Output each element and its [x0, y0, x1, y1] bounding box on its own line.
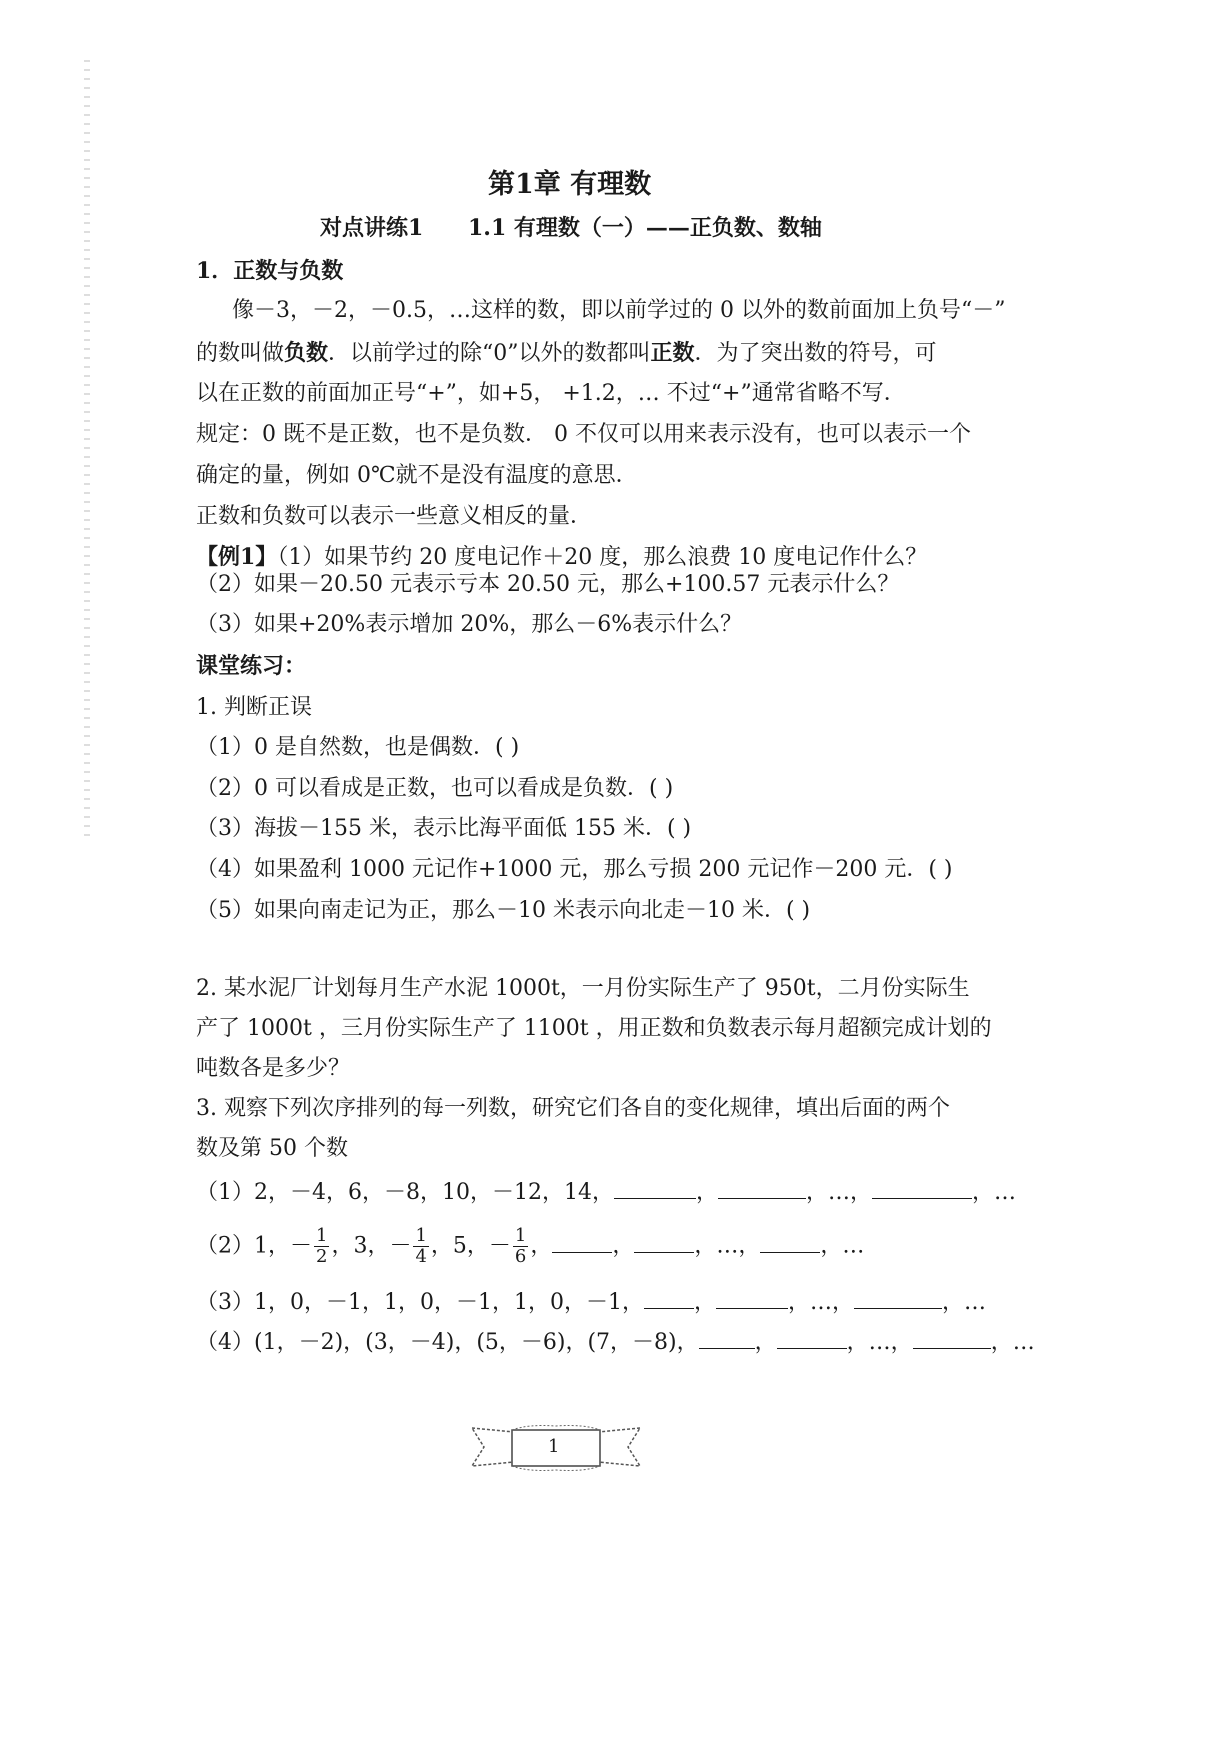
fraction: $\frac{1}{2}$: [316, 1225, 328, 1267]
chapter-title: 第1章 有理数: [488, 169, 652, 200]
term-positive: 正数: [650, 340, 695, 366]
practice-2-line-3: 吨数各是多少？: [196, 1056, 351, 1081]
answer-blank[interactable]: [872, 1176, 972, 1199]
heading-positive-negative: 1．正数与负数: [196, 258, 344, 284]
fraction: $\frac{1}{6}$: [514, 1225, 527, 1267]
practice-1-item: （5）如果向南走记为正，那么－10 米表示向北走－10 米．( ): [196, 898, 811, 923]
scan-speckles: [84, 60, 90, 840]
example-1-q1: 【例1】（1）如果节约 20 度电记作＋20 度，那么浪费 10 度电记作什么？: [196, 544, 928, 570]
practice-1-item: （1）0 是自然数，也是偶数．( ): [196, 735, 520, 760]
practice-heading: 课堂练习：: [196, 653, 307, 679]
intro-line-4: 规定：0 既不是正数，也不是负数． 0 不仅可以用来表示没有，也可以表示一个: [196, 422, 971, 447]
answer-blank[interactable]: [913, 1326, 991, 1349]
term-negative: 负数: [284, 340, 329, 366]
answer-blank[interactable]: [716, 1286, 788, 1309]
answer-blank[interactable]: [777, 1326, 847, 1349]
answer-blank[interactable]: [644, 1286, 694, 1309]
answer-blank[interactable]: [634, 1230, 694, 1253]
practice-2-line-1: 2. 某水泥厂计划每月生产水泥 1000t，一月份实际生产了 950t，二月份实际生: [196, 976, 970, 1001]
intro-line-5: 确定的量，例如 0℃就不是没有温度的意思．: [196, 463, 638, 488]
intro-line-3: 以在正数的前面加正号“+”，如+5， +1.2，… 不过“+”通常省略不写．: [196, 381, 906, 406]
practice-1-item: （4）如果盈利 1000 元记作+1000 元，那么亏损 200 元记作－200 元．( ): [196, 857, 953, 882]
page-number: 1: [548, 1436, 560, 1457]
practice-1-item: （3）海拔－155 米，表示比海平面低 155 米．( ): [196, 816, 692, 841]
section-label: 对点讲练1: [320, 215, 424, 241]
sequence-4: （4）(1，－2)，(3，－4)，(5，－6)，(7，－8)， ， ，…， ，…: [196, 1326, 1035, 1358]
sequence-3: （3）1，0，－1，1，0，－1，1，0，－1， ， ，…， ，…: [196, 1286, 986, 1318]
practice-2-line-2: 产了 1000t ，三月份实际生产了 1100t ，用正数和负数表示每月超额完成计划的: [196, 1016, 992, 1041]
practice-1-item: （2）0 可以看成是正数，也可以看成是负数．( ): [196, 776, 674, 801]
intro-line-6: 正数和负数可以表示一些意义相反的量．: [196, 504, 593, 529]
section-title: 1.1 有理数（一）——正负数、数轴: [468, 215, 822, 241]
answer-blank[interactable]: [614, 1176, 696, 1199]
sequence-1: （1）2，－4，6，－8，10，－12，14， ， ，…， ，…: [196, 1176, 1016, 1208]
sequence-2: （2）1，－ $\frac{1}{2}$ ，3，－ $\frac{1}{4}$ ，5，－ $\frac{1}{6}$ ， ， ，…， ，…: [196, 1225, 865, 1267]
intro-line-2: 的数叫做负数．以前学过的除“0”以外的数都叫正数．为了突出数的符号，可: [196, 340, 937, 366]
example-1-q2: （2）如果－20.50 元表示亏本 20.50 元，那么+100.57 元表示什么？: [196, 572, 900, 597]
answer-blank[interactable]: [760, 1230, 820, 1253]
example-tag: 【例1】: [196, 544, 278, 570]
intro-line-1: 像－3，－2，－0.5，…这样的数，即以前学过的 0 以外的数前面加上负号“－”: [232, 298, 1006, 323]
answer-blank[interactable]: [552, 1230, 612, 1253]
answer-blank[interactable]: [718, 1176, 806, 1199]
example-1-q3: （3）如果+20%表示增加 20%，那么－6%表示什么？: [196, 612, 743, 637]
practice-1-title: 1. 判断正误: [196, 695, 312, 720]
fraction: $\frac{1}{4}$: [415, 1225, 427, 1267]
practice-3-line-2: 数及第 50 个数: [196, 1136, 348, 1161]
answer-blank[interactable]: [699, 1326, 755, 1349]
answer-blank[interactable]: [854, 1286, 942, 1309]
practice-3-line-1: 3. 观察下列次序排列的每一列数，研究它们各自的变化规律，填出后面的两个: [196, 1096, 950, 1121]
